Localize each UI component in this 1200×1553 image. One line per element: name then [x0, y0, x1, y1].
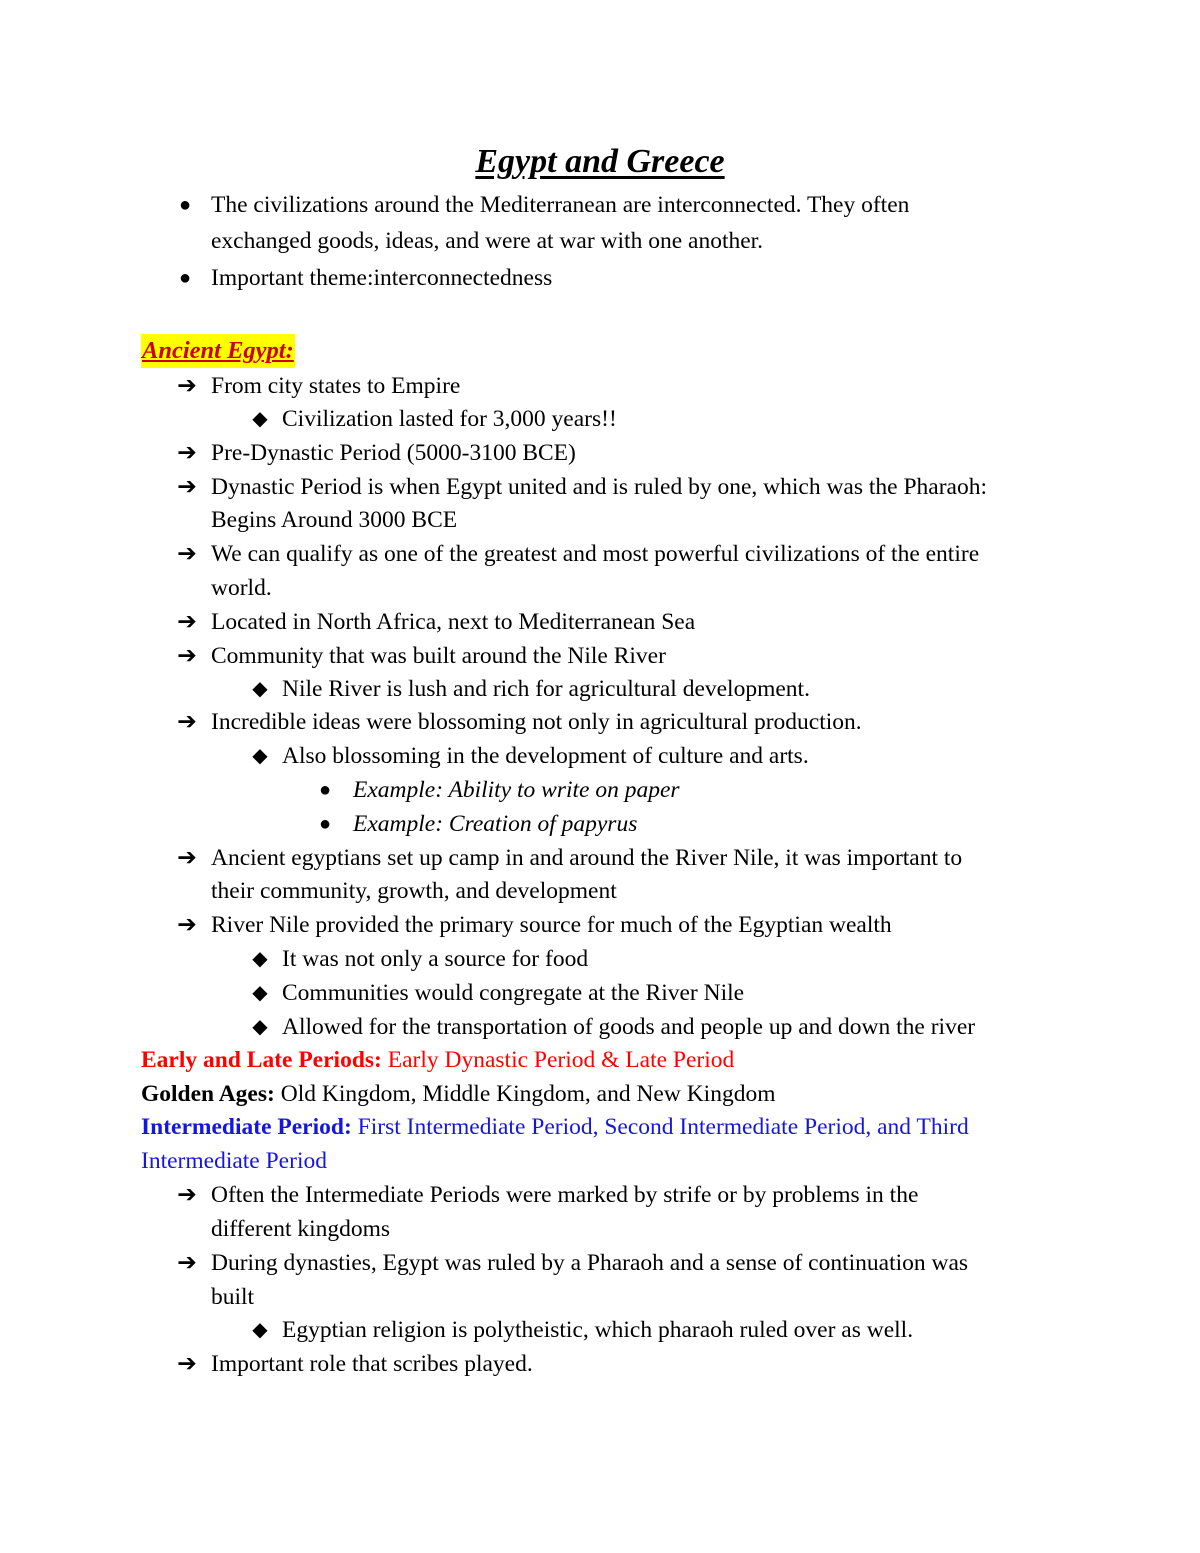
list-item-text: their community, growth, and development	[211, 878, 617, 904]
arrow-icon: ➔	[177, 845, 197, 871]
list-item-text: Also blossoming in the development of culture and arts.	[282, 743, 809, 769]
list-item-text: Allowed for the transportation of goods and people up and down the river	[282, 1014, 976, 1040]
period-value: Old Kingdom, Middle Kingdom, and New Kingdom	[274, 1081, 776, 1107]
intro-bullet-1-line-2: exchanged goods, ideas, and were at war with one another.	[211, 228, 764, 254]
arrow-icon: ➔	[177, 440, 197, 466]
list-item-text: Often the Intermediate Periods were marked by strife or by problems in the	[211, 1182, 919, 1208]
bullet-dot-icon: ●	[318, 779, 332, 801]
intro-bullet-1-line-1: The civilizations around the Mediterranean are interconnected. They often	[211, 192, 910, 218]
list-item-text: From city states to Empire	[211, 373, 461, 399]
bullet-dot-icon: ●	[178, 194, 192, 216]
arrow-icon: ➔	[177, 709, 197, 735]
list-item-text: During dynasties, Egypt was ruled by a Pharaoh and a sense of continuation was	[211, 1250, 969, 1276]
list-item-text: Pre-Dynastic Period (5000-3100 BCE)	[211, 440, 576, 466]
arrow-icon: ➔	[177, 609, 197, 635]
arrow-icon: ➔	[177, 474, 197, 500]
diamond-icon: ◆	[252, 948, 268, 970]
arrow-icon: ➔	[177, 1250, 197, 1276]
period-label: Golden Ages:	[141, 1081, 275, 1107]
list-item-text: Located in North Africa, next to Mediterranean Sea	[211, 609, 696, 635]
diamond-icon: ◆	[252, 745, 268, 767]
list-item-text: world.	[211, 575, 272, 601]
list-item-text: Incredible ideas were blossoming not only in agricultural production.	[211, 709, 862, 735]
list-item-text: Ancient egyptians set up camp in and around the River Nile, it was important to	[211, 845, 963, 871]
diamond-icon: ◆	[252, 1319, 268, 1341]
bullet-dot-icon: ●	[178, 267, 192, 289]
section-heading-ancient-egypt: Ancient Egypt:	[141, 334, 295, 368]
list-item-text: Important role that scribes played.	[211, 1351, 533, 1377]
bullet-dot-icon: ●	[318, 813, 332, 835]
period-label: Intermediate Period:	[141, 1114, 352, 1140]
list-item-text: built	[211, 1284, 255, 1310]
page-title: Egypt and Greece	[475, 143, 725, 180]
list-item-text: different kingdoms	[211, 1216, 391, 1242]
period-line	[141, 1043, 734, 1077]
list-item-text: Example: Creation of papyrus	[353, 811, 638, 837]
diamond-icon: ◆	[252, 408, 268, 430]
arrow-icon: ➔	[177, 541, 197, 567]
period-line	[141, 1077, 776, 1111]
period-value: Intermediate Period	[141, 1148, 327, 1174]
arrow-icon: ➔	[177, 1351, 197, 1377]
diamond-icon: ◆	[252, 982, 268, 1004]
intro-bullet-2-text: Important theme:interconnectedness	[211, 265, 553, 291]
list-item-text: It was not only a source for food	[282, 946, 589, 972]
diamond-icon: ◆	[252, 1016, 268, 1038]
list-item-text: Communities would congregate at the River Nile	[282, 980, 745, 1006]
arrow-icon: ➔	[177, 1182, 197, 1208]
arrow-icon: ➔	[177, 373, 197, 399]
list-item-text: Dynastic Period is when Egypt united and is ruled by one, which was the Pharaoh:	[211, 474, 988, 500]
period-label: Early and Late Periods:	[141, 1047, 382, 1073]
period-value: First Intermediate Period, Second Intermediate Period, and Third	[351, 1114, 969, 1140]
list-item-text: Community that was built around the Nile River	[211, 643, 666, 669]
arrow-icon: ➔	[177, 643, 197, 669]
list-item-text: We can qualify as one of the greatest and most powerful civilizations of the entire	[211, 541, 980, 567]
list-item-text: Nile River is lush and rich for agricultural development.	[282, 676, 810, 702]
list-item-text: Begins Around 3000 BCE	[211, 507, 458, 533]
list-item-text: Egyptian religion is polytheistic, which pharaoh ruled over as well.	[282, 1317, 914, 1343]
arrow-icon: ➔	[177, 912, 197, 938]
period-value: Early Dynastic Period & Late Period	[381, 1047, 735, 1073]
list-item-text: River Nile provided the primary source for much of the Egyptian wealth	[211, 912, 892, 938]
diamond-icon: ◆	[252, 678, 268, 700]
period-line	[141, 1110, 969, 1144]
list-item-text: Example: Ability to write on paper	[353, 777, 680, 803]
list-item-text: Civilization lasted for 3,000 years!!	[282, 406, 617, 432]
